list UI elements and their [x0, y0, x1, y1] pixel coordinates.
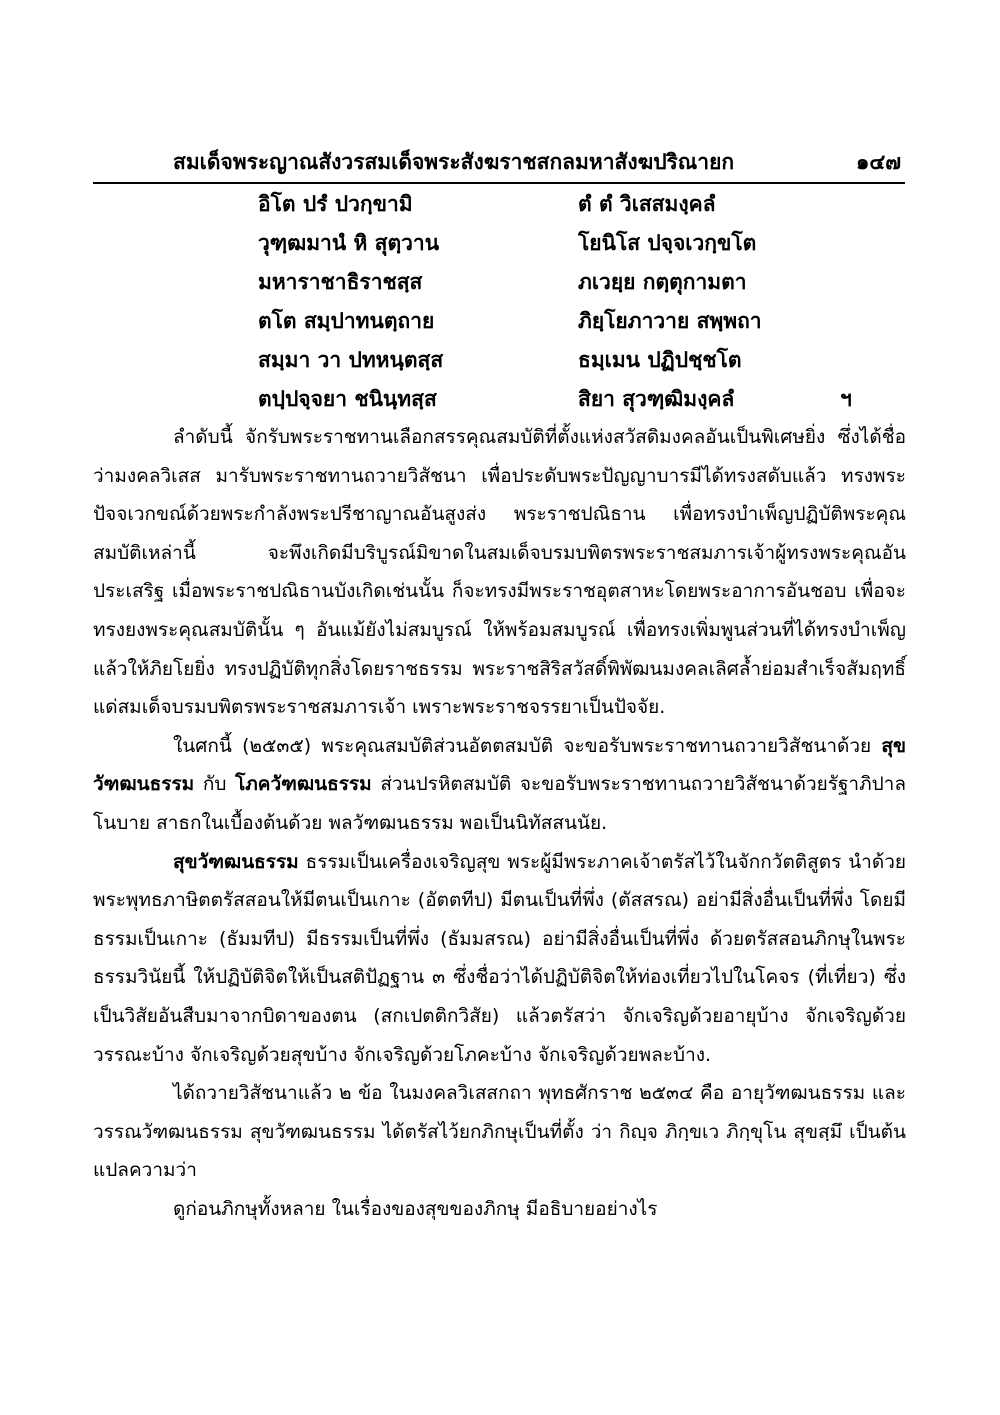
text-run: ส่วนปรหิตสมบัติ จะขอรับพระราชทานถวายวิสัชนาด้วยรัฐาภิปาลโนบาย สาธกในเบื้องต้นด้วย พลวัฑฒนธรรม พอเป็นนิทัสสนนัย.	[93, 773, 906, 834]
verse-end-mark: ฯ	[840, 387, 852, 411]
text-run: ในศกนี้ (๒๕๓๕) พระคุณสมบัติส่วนอัตตสมบัติ จะขอรับพระราชทานถวายวิสัชนาด้วย	[173, 734, 882, 757]
paragraph: ลำดับนี้ จักรับพระราชทานเลือกสรรคุณสมบัติที่ตั้งแห่งสวัสดิมงคลอันเป็นพิเศษยิ่ง ซึ่งได้ชื่อว่ามงคลวิเสส มารับพระราชทานถวายวิสัชนา เพื่อประดับพระปัญญาบารมีได้ทรงสดับแล้ว ทรงพระปัจจเวกขณ์ด้วยพระกำลังพระปรีชาญาณอันสูงส่ง พระราชปณิธาน เพื่อทรงบำเพ็ญปฏิบัติพระคุณสมบัติเหล่านี้ จะพึงเกิดมีบริบูรณ์มิขาดในสมเด็จบรมบพิตรพระราชสมภารเจ้าผู้ทรงพระคุณอันประเสริฐ เมื่อพระราชปณิธานบังเกิดเช่นนั้น ก็จะทรงมีพระราชอุตสาหะโดยพระอาการอันชอบ เพื่อจะทรงยงพระคุณสมบัตินั้น ๆ อันแม้ยังไม่สมบูรณ์ ให้พร้อมสมบูรณ์ เพื่อทรงเพิ่มพูนส่วนที่ได้ทรงบำเพ็ญแล้วให้ภิยโยยิ่ง ทรงปฏิบัติทุกสิ่งโดยราชธรรม พระราชสิริสวัสดิ์พิพัฒนมงคลเลิศล้ำย่อมสำเร็จสัมฤทธิ์แด่สมเด็จบรมบพิตรพระราชสมภารเจ้า เพราะพระราชจรรยาเป็นปัจจัย.	[93, 426, 906, 719]
verse-left: วุฑฺฒมานํ หิ สุตฺวาน	[258, 231, 440, 255]
verse-right: ภเวยฺย กตฺตุกามตา	[578, 270, 747, 294]
bold-term: สุขวัฑฒนธรรม	[173, 850, 299, 873]
body-text	[93, 418, 906, 1228]
paragraph	[93, 727, 906, 843]
page-header	[93, 146, 905, 184]
verse-row	[0, 305, 1000, 345]
text-run: กับ	[194, 773, 236, 796]
running-title: สมเด็จพระญาณสังวรสมเด็จพระสังฆราชสกลมหาสังฆปริณายก	[173, 150, 735, 174]
verse-row	[0, 383, 1000, 423]
verse-row	[0, 344, 1000, 384]
text-run: ธรรมเป็นเครื่องเจริญสุข พระผู้มีพระภาคเจ้าตรัสไว้ในจักกวัตติสูตร นำด้วยพระพุทธภาษิตตรัสสอนให้มีตนเป็นเกาะ (อัตตทีป) มีตนเป็นที่พึ่ง (ตัสสรณ) อย่ามีสิ่งอื่นเป็นที่พึ่ง โดยมีธรรมเป็นเกาะ (ธัมมทีป) มีธรรมเป็นที่พึ่ง (ธัมมสรณ) อย่ามีสิ่งอื่นเป็นที่พึ่ง ด้วยตรัสสอนภิกษุในพระธรรมวินัยนี้ ให้ปฏิบัติจิตให้เป็นสติปัฏฐาน ๓ ซึ่งชื่อว่าได้ปฏิบัติจิตให้ท่องเที่ยวไปในโคจร (ที่เที่ยว) ซึ่งเป็นวิสัยอันสืบมาจากบิดาของตน (สกเปตติกวิสัย) แล้วตรัสว่า จักเจริญด้วยอายุบ้าง จักเจริญด้วยวรรณะบ้าง จักเจริญด้วยสุขบ้าง จักเจริญด้วยโภคะบ้าง จักเจริญด้วยพละบ้าง.	[93, 850, 906, 1066]
paragraph: ดูก่อนภิกษุทั้งหลาย ในเรื่องของสุขของภิกษุ มีอธิบายอย่างไร	[173, 1197, 658, 1220]
bold-term: สุขวัฑฒนธรรม	[93, 734, 906, 796]
verse-left: สมฺมา วา ปทหนฺตสฺส	[258, 348, 444, 372]
verse-left: มหาราชาธิราชสฺส	[258, 270, 423, 294]
verse-right: ธมฺเมน ปฏิปชฺชโต	[578, 348, 742, 372]
page-number: ๑๔๗	[855, 150, 901, 174]
verse-row	[0, 188, 1000, 228]
verse-left: ตโต สมฺปาทนตฺถาย	[258, 309, 435, 333]
paragraph: ได้ถวายวิสัชนาแล้ว ๒ ข้อ ในมงคลวิเสสกถา พุทธศักราช ๒๕๓๔ คือ อายุวัฑฒนธรรม และ วรรณวัฑฒนธรรม สุขวัฑฒนธรรม ได้ตรัสไว้ยกภิกษุเป็นที่ตั้ง ว่า กิญฺจ ภิกฺขเว ภิกฺขุโน สุขสฺมึ เป็นต้น แปลความว่า	[93, 1082, 906, 1182]
verse-right: สิยา สุวฑฺฒิมงฺคลํ	[578, 387, 735, 411]
verse-left: อิโต ปรํ ปวกฺขามิ	[258, 192, 413, 216]
verse-left: ตปฺปจฺจยา ชนินฺทสฺส	[258, 387, 437, 411]
verse-right: ภิยฺโยภาวาย สพฺพถา	[578, 309, 762, 333]
bold-term: โภควัฑฒนธรรม	[235, 773, 372, 796]
verse-right: ตํ ตํ วิเสสมงฺคลํ	[578, 192, 716, 216]
verse-row	[0, 266, 1000, 306]
verse-row	[0, 227, 1000, 267]
paragraph	[93, 843, 906, 1075]
verse-right: โยนิโส ปจฺจเวกฺขโต	[578, 231, 757, 255]
